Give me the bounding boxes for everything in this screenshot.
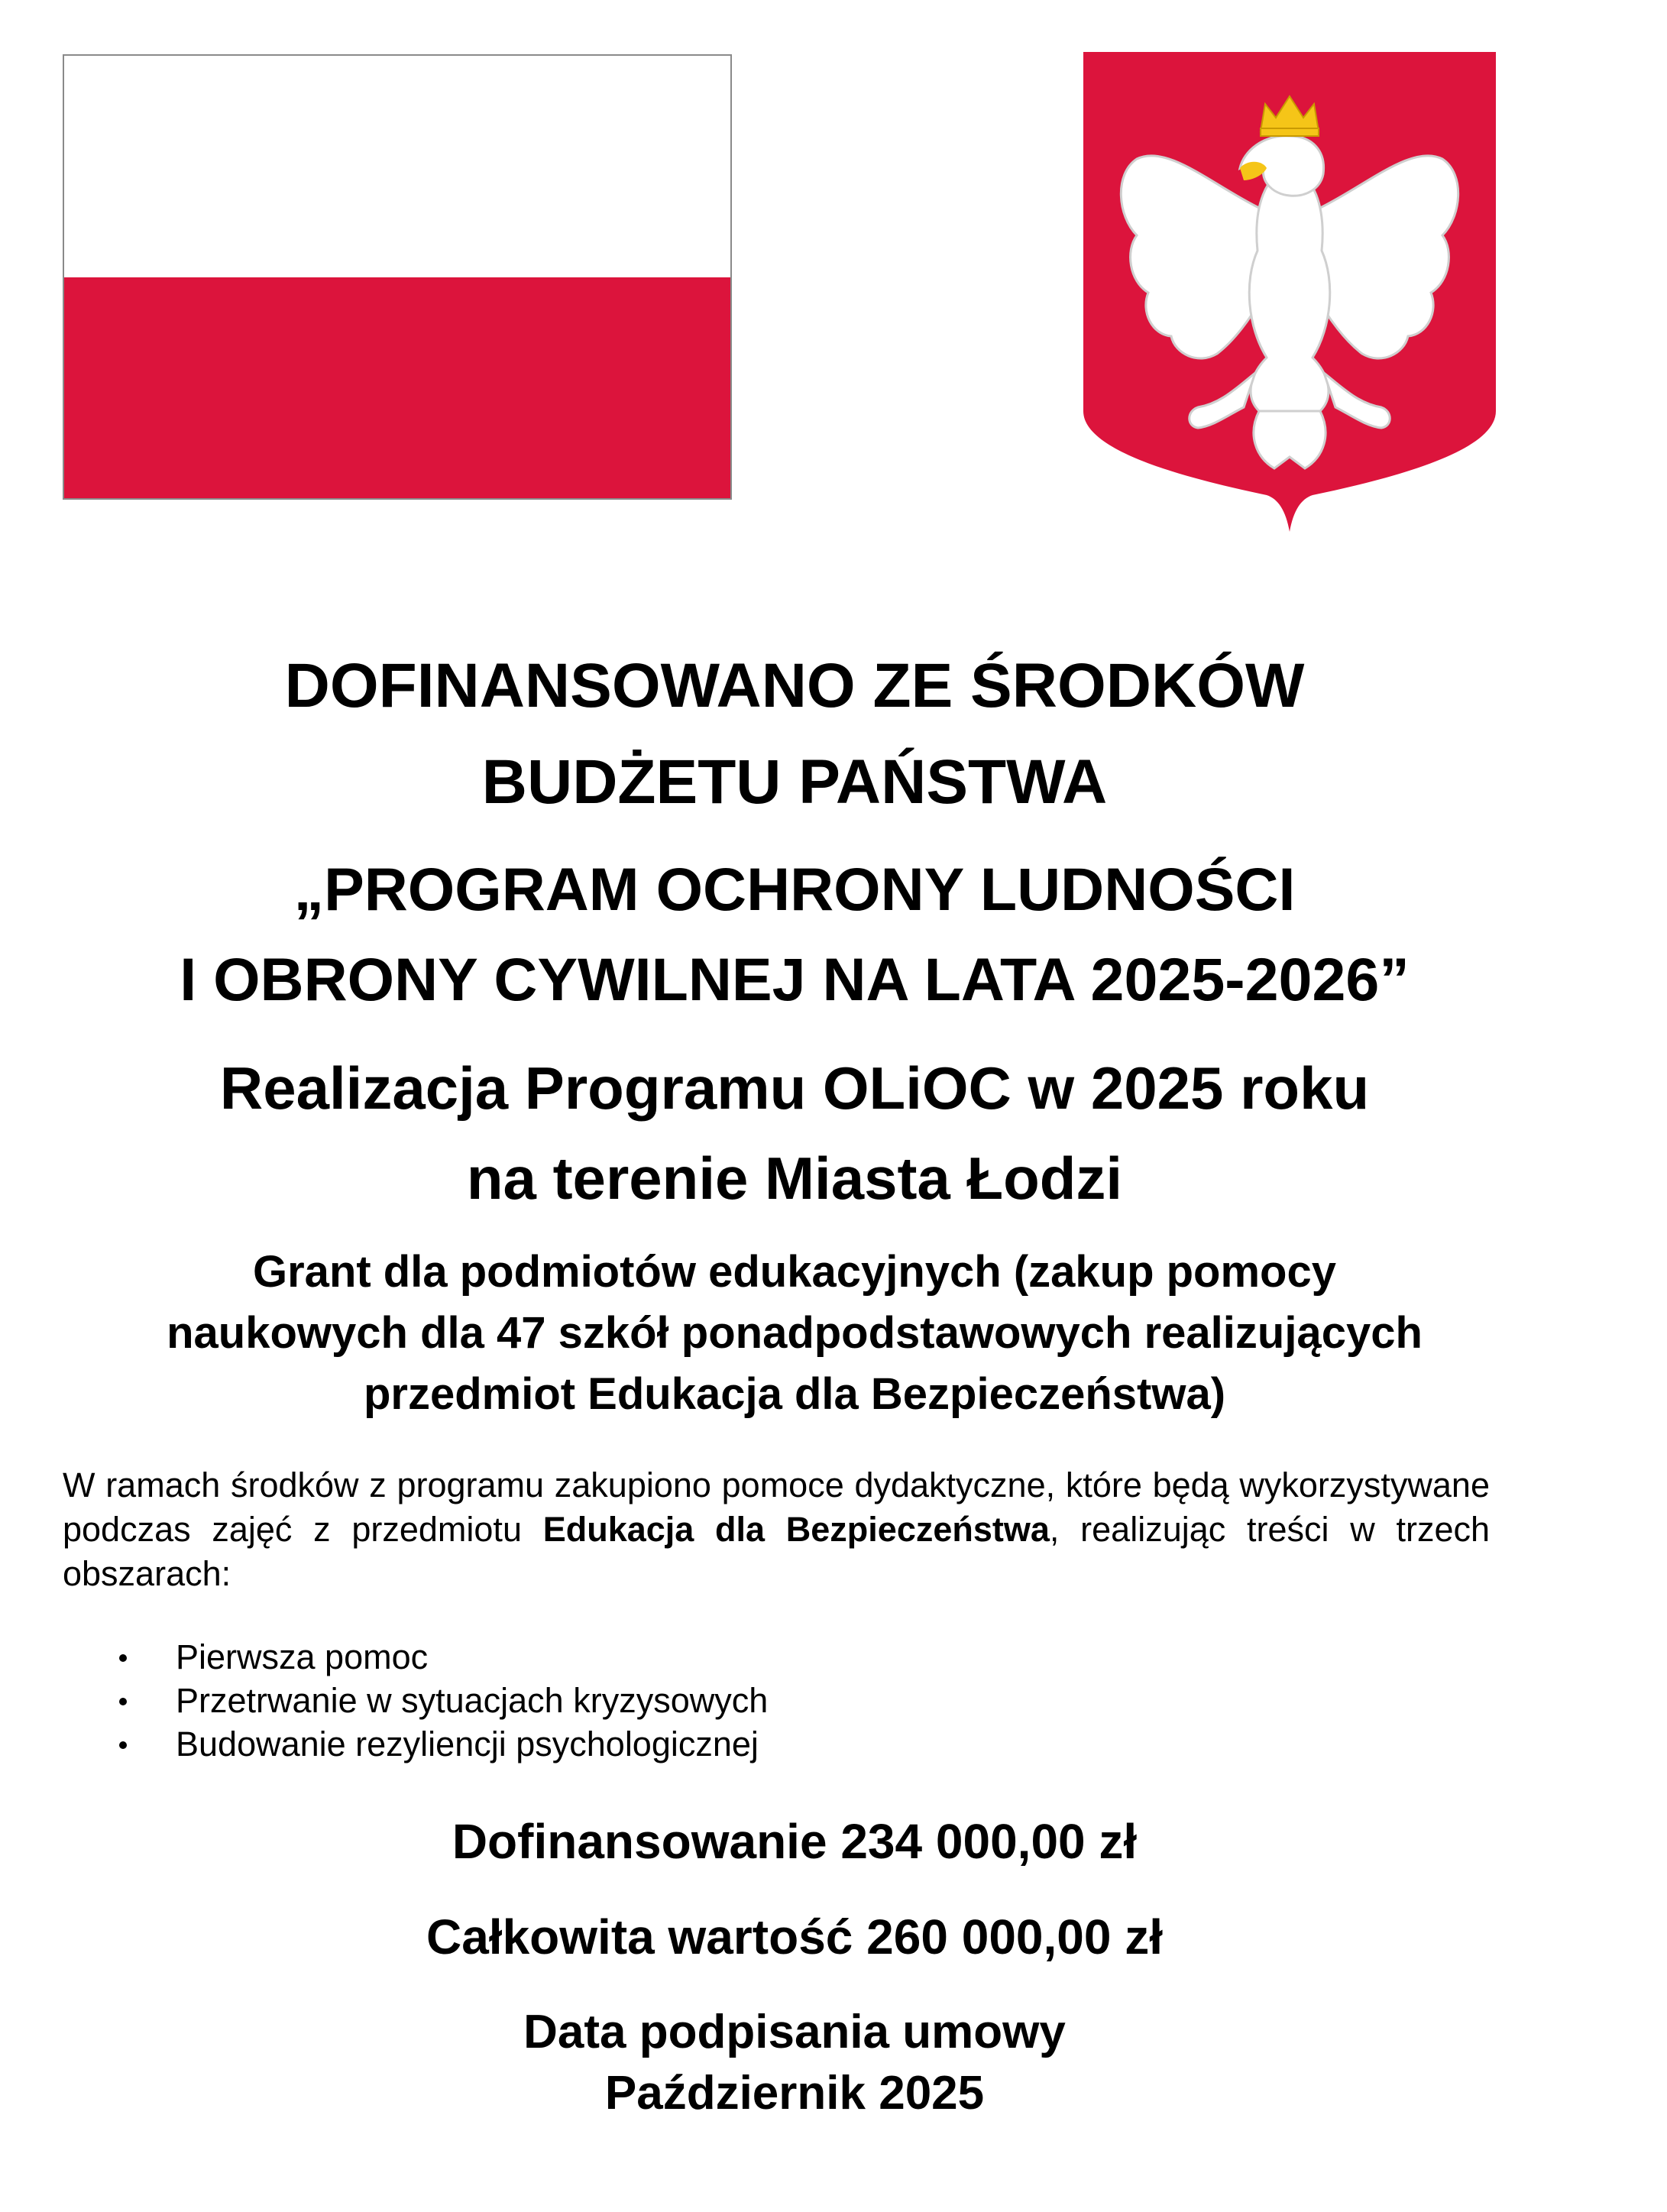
list-item: Budowanie rezyliencji psychologicznej [63,1722,768,1766]
flag-red-stripe [64,277,730,499]
body-text-after: , realizując treści w trzech obszarach: [63,1510,1490,1593]
signing-label: Data podpisania umowy [523,2006,1066,2058]
realization-title [31,1043,1559,1223]
signing-date: Październik 2025 [604,2067,985,2120]
flag-white-stripe [64,56,730,277]
signing-info [31,2002,1559,2124]
body-text-before: W ramach środków z programu zakupiono pomoce dydaktyczne, które będą wykorzystywane podczas zajęć z przedmiotu [63,1465,1490,1549]
body-text-bold: Edukacja dla Bezpieczeństwa [542,1510,1050,1549]
body-paragraph [63,1463,1490,1596]
total-value: Całkowita wartość 260 000,00 zł [426,1909,1164,1964]
areas-list [63,1635,768,1766]
grant-description [31,1242,1559,1425]
realization-title-line: na terenie Miasta Łodzi [466,1145,1123,1212]
headline-line: DOFINANSOWANO ZE ŚRODKÓW [284,651,1305,721]
grant-description-line: naukowych dla 47 szkół ponadpodstawowych realizujących [167,1308,1423,1358]
polish-flag-icon [63,54,732,500]
coat-of-arms-eagle-icon [1083,52,1496,533]
grant-description-line: przedmiot Edukacja dla Bezpieczeństwa) [363,1369,1226,1419]
programme-title-line: I OBRONY CYWILNEJ NA LATA 2025-2026” [180,945,1410,1013]
programme-title [31,844,1559,1025]
headline-line: BUDŻETU PAŃSTWA [481,747,1108,817]
programme-title-line: „PROGRAM OCHRONY LUDNOŚCI [293,855,1296,923]
funding-amount: Dofinansowanie 234 000,00 zł [452,1814,1138,1869]
realization-title-line: Realizacja Programu OLiOC w 2025 roku [219,1054,1370,1122]
list-item: Przetrwanie w sytuacjach kryzysowych [63,1679,768,1722]
list-item: Pierwsza pomoc [63,1635,768,1679]
grant-description-line: Grant dla podmiotów edukacyjnych (zakup pomocy [253,1247,1336,1297]
headline [31,638,1559,831]
